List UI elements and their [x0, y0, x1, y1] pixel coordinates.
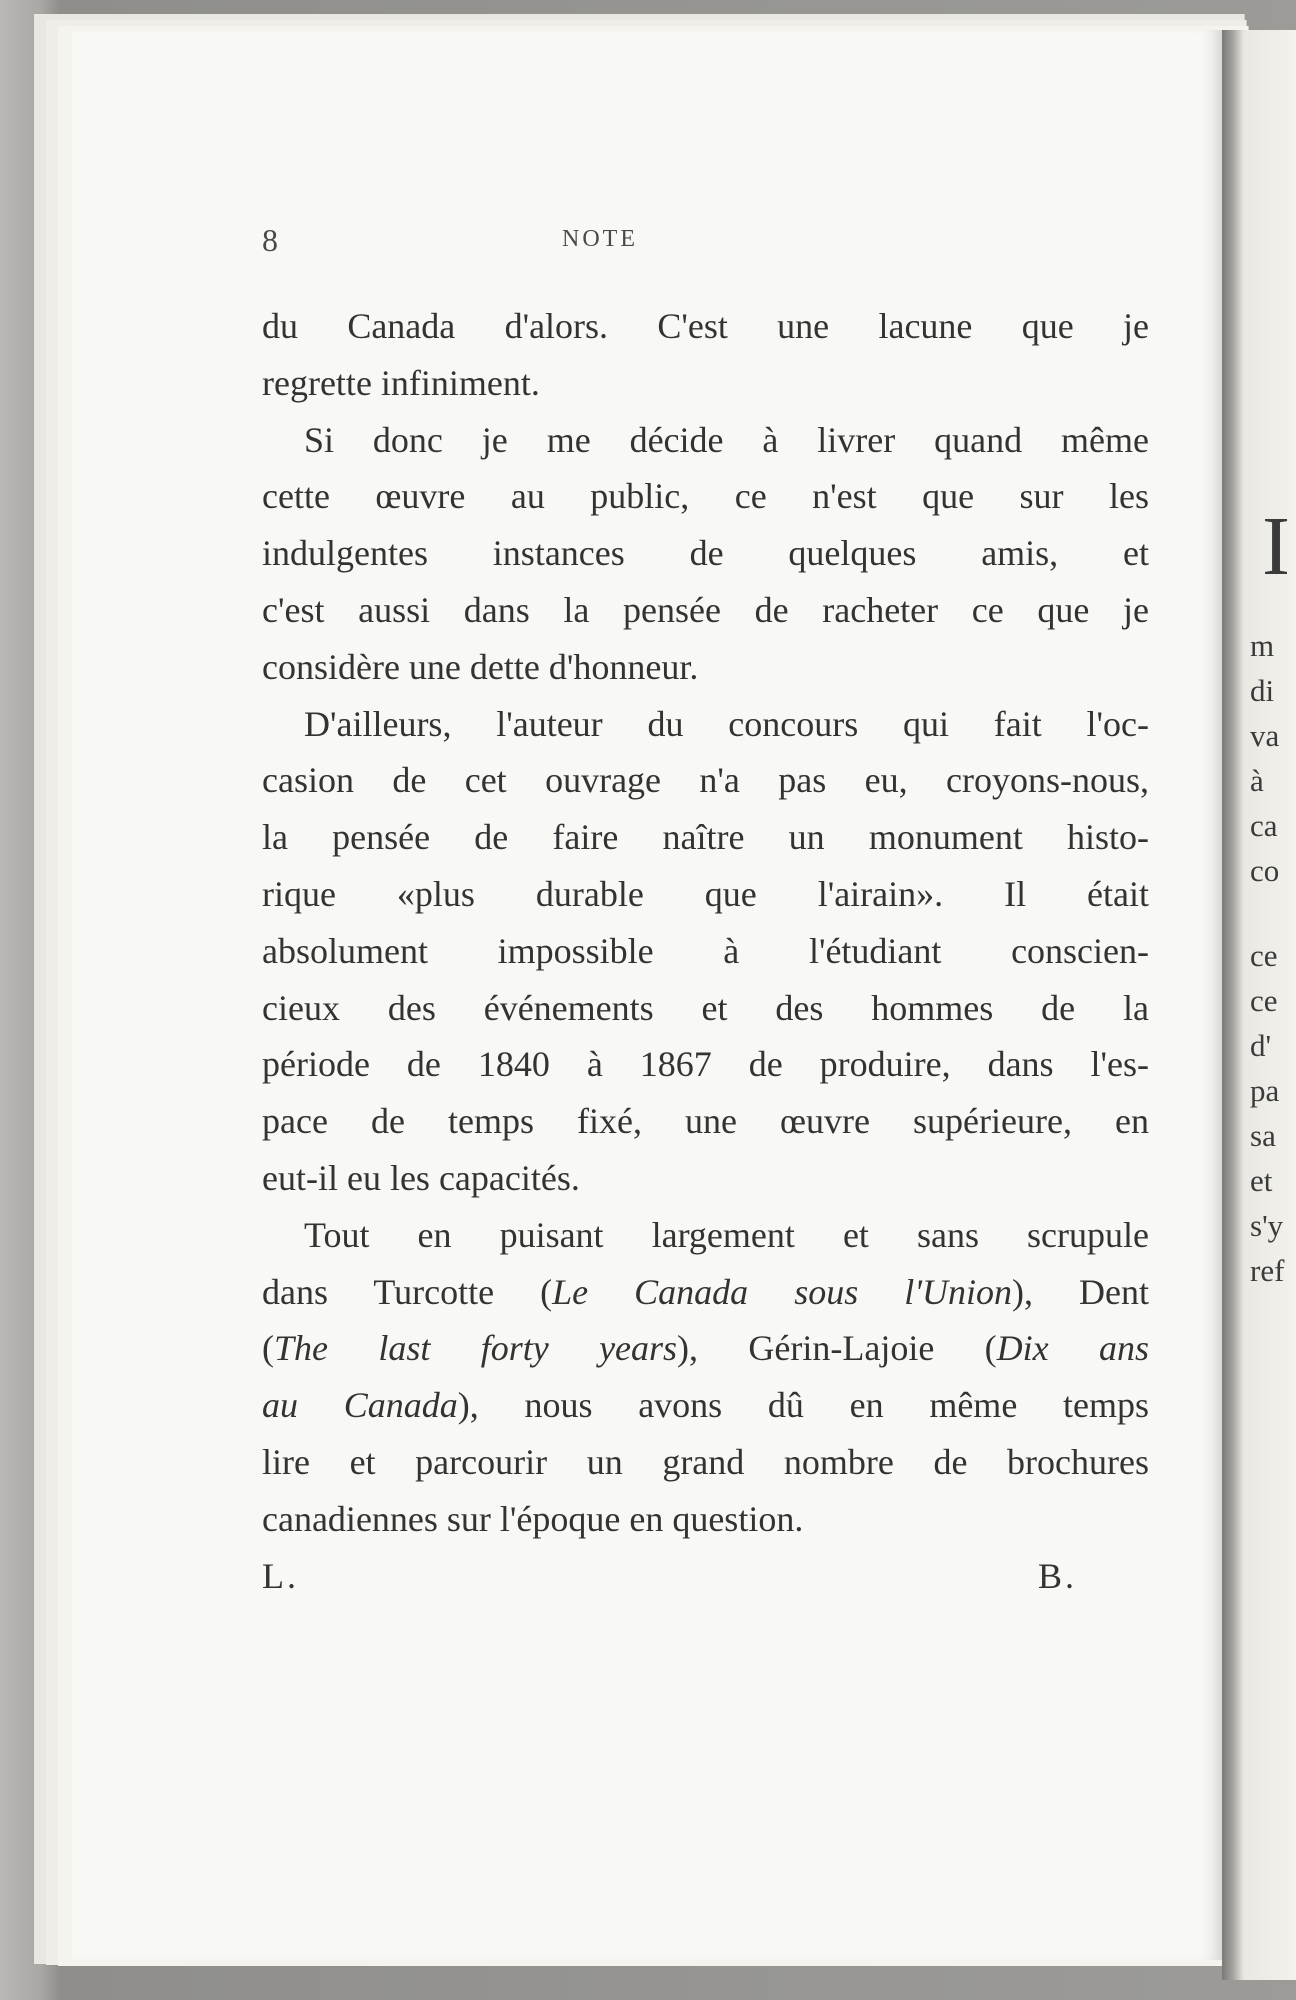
text-line — [262, 1320, 1149, 1377]
text-line: c'est aussi dans la pensée de racheter ce que je — [262, 589, 1149, 630]
text-line: pace de temps fixé, une œuvre supérieure, en — [262, 1101, 1149, 1142]
running-head — [262, 222, 1162, 262]
text-line: cieux des événements et des hommes de la — [262, 987, 1149, 1028]
facing-page-fragment: ref — [1250, 1253, 1285, 1288]
facing-page-fragment: co — [1250, 853, 1280, 888]
text-run: lire et parcourir un grand nombre de brochures — [262, 1441, 1149, 1482]
facing-page-fragment: sa — [1250, 1118, 1276, 1153]
body-text — [262, 298, 1149, 1604]
text-line: casion de cet ouvrage n'a pas eu, croyons-nous, — [262, 760, 1149, 801]
text-line: considère une dette d'honneur. — [262, 646, 699, 687]
text-run: ( — [262, 1328, 274, 1369]
facing-page-fragment: pa — [1250, 1073, 1280, 1108]
facing-page — [1222, 30, 1296, 1980]
facing-page-fragment: ce — [1250, 938, 1278, 973]
text-run: Tout en puisant largement et sans scrupule — [304, 1214, 1149, 1255]
facing-page-fragment: di — [1250, 673, 1275, 708]
facing-page-fragment: va — [1250, 718, 1280, 753]
text-line — [262, 1491, 1149, 1548]
text-line: rique «plus durable que l'airain». Il était — [262, 873, 1149, 914]
facing-page-fragment: I — [1262, 500, 1290, 593]
text-run: dans Turcotte ( — [262, 1271, 553, 1312]
text-line — [262, 1434, 1149, 1491]
facing-page-fragment: m — [1250, 628, 1275, 663]
facing-page-fragment: d' — [1250, 1028, 1272, 1063]
text-line: du Canada d'alors. C'est une lacune que je — [262, 306, 1149, 346]
facing-page-fragment: ca — [1250, 808, 1278, 843]
text-line: période de 1840 à 1867 de produire, dans l'es- — [262, 1044, 1149, 1085]
text-line: regrette infiniment. — [262, 362, 540, 403]
text-line: absolument impossible à l'étudiant conscien- — [262, 930, 1149, 971]
signature: L. B. — [262, 1555, 1077, 1596]
running-head-title: NOTE — [562, 226, 638, 252]
text-line — [262, 1377, 1149, 1434]
facing-page-fragment: et — [1250, 1163, 1273, 1198]
text-line: eut-il eu les capacités. — [262, 1157, 580, 1198]
facing-page-fragment: ce — [1250, 983, 1278, 1018]
facing-page-fragment: à — [1250, 763, 1264, 798]
text-line — [262, 1207, 1149, 1264]
italic-title: The last forty years — [274, 1328, 678, 1369]
text-line: cette œuvre au public, ce n'est que sur les — [262, 476, 1149, 517]
italic-title: Le Canada sous l'Union — [552, 1271, 1012, 1312]
text-run: ), nous avons dû en même temps — [457, 1385, 1150, 1426]
text-line: Si donc je me décide à livrer quand même — [304, 419, 1149, 460]
text-line: indulgentes instances de quelques amis, et — [262, 533, 1149, 574]
italic-title: Dix ans — [996, 1328, 1149, 1369]
page-number: 8 — [262, 222, 278, 258]
italic-title: au Canada — [262, 1385, 458, 1426]
text-line — [262, 1264, 1149, 1321]
text-run: ), Dent — [1012, 1271, 1150, 1312]
text-run: canadiennes sur l'époque en question. — [262, 1498, 804, 1539]
text-line: D'ailleurs, l'auteur du concours qui fait l'oc- — [304, 703, 1149, 744]
text-run: ), Gérin-Lajoie ( — [677, 1328, 997, 1369]
text-line: la pensée de faire naître un monument histo- — [262, 817, 1149, 858]
facing-page-fragment: s'y — [1250, 1208, 1284, 1243]
